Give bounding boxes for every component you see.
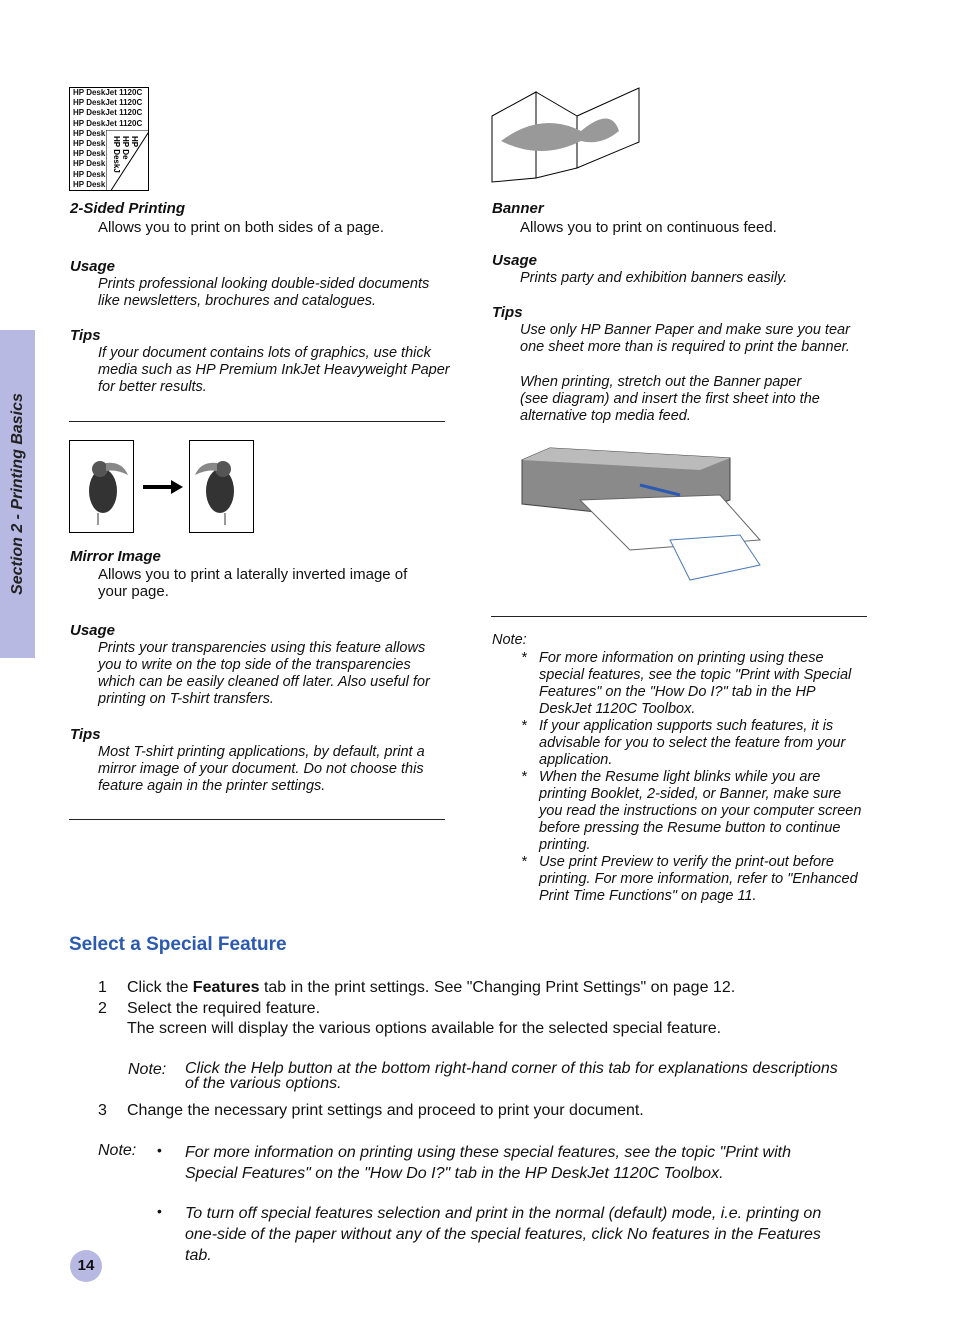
doc-line: HP Desk [73,128,106,138]
page-curl-icon [106,130,149,191]
divider [69,819,445,820]
tips-heading: Tips [70,726,101,743]
toucan-icon [70,441,133,532]
doc-line: HP Desk [73,179,106,189]
doc-line: HP Desk [73,149,106,159]
section-tab [0,330,35,658]
banner-fish-illustration [491,86,641,184]
arrow-right-icon [143,478,183,496]
step-number: 3 [98,1102,107,1119]
doc-line: HP DeskJet 1120C [73,88,143,97]
step-3: Change the necessary print settings and proceed to print your document. [127,1102,644,1119]
doc-line: HP DeskJet 1120C [73,108,143,118]
banner-desc: Allows you to print on continuous feed. [520,219,777,236]
two-sided-title: 2-Sided Printing [70,200,186,217]
step-2-detail: The screen will display the various options available for the selected special feature. [127,1020,722,1037]
note-1: For more information on printing using these special features, see the topic "Print with Special Features" on the "How Do I?" tab in the HP DeskJet 1120C Toolbox. [185,1144,791,1182]
banner-tip-2: When printing, stretch out the Banner paper (see diagram) and insert the first sheet into the alternative top media feed. [520,374,820,424]
two-sided-desc: Allows you to print on both sides of a page. [98,219,385,236]
toucan-mirrored-icon [190,441,253,532]
doc-line: HP Desk [73,169,106,179]
note-label: Note: [98,1142,137,1159]
step-text: Click the [127,979,193,996]
inner-note: Click the Help button at the bottom right-hand corner of this tab for explanations descriptions of the various options. [185,1060,838,1092]
note-item: * If your application supports such features, it is advisable for you to select the feature from your application. [521,718,866,769]
note-item: * For more information on printing using these special features, see the topic "Print with Special Features" on the "How Do I?" tab in the HP DeskJet 1120C Toolbox. [521,650,866,718]
banner-title: Banner [492,200,544,217]
banner-usage: Prints party and exhibition banners easily. [520,270,788,286]
doc-line: HP DeskJet 1120C [73,118,143,128]
step-1 [127,979,735,996]
mirror-desc: Allows you to print a laterally inverted image of your page. [98,566,408,600]
usage-heading: Usage [492,252,538,269]
bullet: • [157,1203,162,1219]
note-item: * When the Resume light blinks while you are printing Booklet, 2-sided, or Banner, make sure you read the instructions on your computer screen before pressing the Resume button to continue printing. [521,769,866,854]
doc-line: HP DeskJet 1120C [73,98,143,108]
mirror-tips: Most T-shirt printing applications, by default, print a mirror image of your document. Do not choose this feature again in the printer settings. [98,744,425,794]
doc-line: HP Desk [73,159,106,169]
step-number: 1 [98,979,107,996]
two-sided-tips: If your document contains lots of graphics, use thick media such as HP Premium InkJet Heavyweight Paper for better results. [98,345,450,395]
usage-heading: Usage [70,258,116,275]
mirror-usage: Prints your transparencies using this feature allows you to write on the top side of the transparencies which can be easily cleaned off later. Also useful for printing on T-shirt transfers. [98,640,430,707]
features-tab-ref: Features [192,979,260,996]
section-label: Section 2 - Printing Basics [8,393,26,595]
notes-list [521,650,866,905]
note-label: Note: [492,632,527,648]
two-sided-usage: Prints professional looking double-sided documents like newsletters, brochures and catalogues. [98,276,430,309]
two-sided-illustration [69,87,149,191]
note-item: * Use print Preview to verify the print-out before printing. For more information, refer to "Enhanced Print Time Functions" on page 11. [521,854,866,905]
svg-text:HP: HP [130,136,139,148]
toucan-mirrored-image [189,440,254,533]
tips-heading: Tips [492,304,523,321]
toucan-image [69,440,134,533]
step-number: 2 [98,1000,107,1017]
banner-tip-1: Use only HP Banner Paper and make sure you tear one sheet more than is required to print the banner. [520,322,850,355]
page-number: 14 [70,1250,102,1282]
bullet: • [157,1142,162,1158]
note-label: Note: [128,1061,167,1078]
divider [69,421,445,422]
section-title: Select a Special Feature [69,934,287,955]
divider [491,616,867,617]
doc-line: HP Desk [73,139,106,149]
svg-text:HP DeskJ: HP DeskJ [112,136,121,173]
tips-heading: Tips [70,327,101,344]
printer-illustration [520,440,770,582]
step-2: Select the required feature. [127,1000,321,1017]
usage-heading: Usage [70,622,116,639]
note-2: To turn off special features selection and print in the normal (default) mode, i.e. printing on one-side of the paper without any of the special features, click No features in the Features tab. [185,1205,822,1264]
svg-text:HP De: HP De [121,136,130,160]
mirror-title: Mirror Image [70,548,161,565]
step-text: tab in the print settings. See "Changing Print Settings" on page 12. [259,979,736,996]
